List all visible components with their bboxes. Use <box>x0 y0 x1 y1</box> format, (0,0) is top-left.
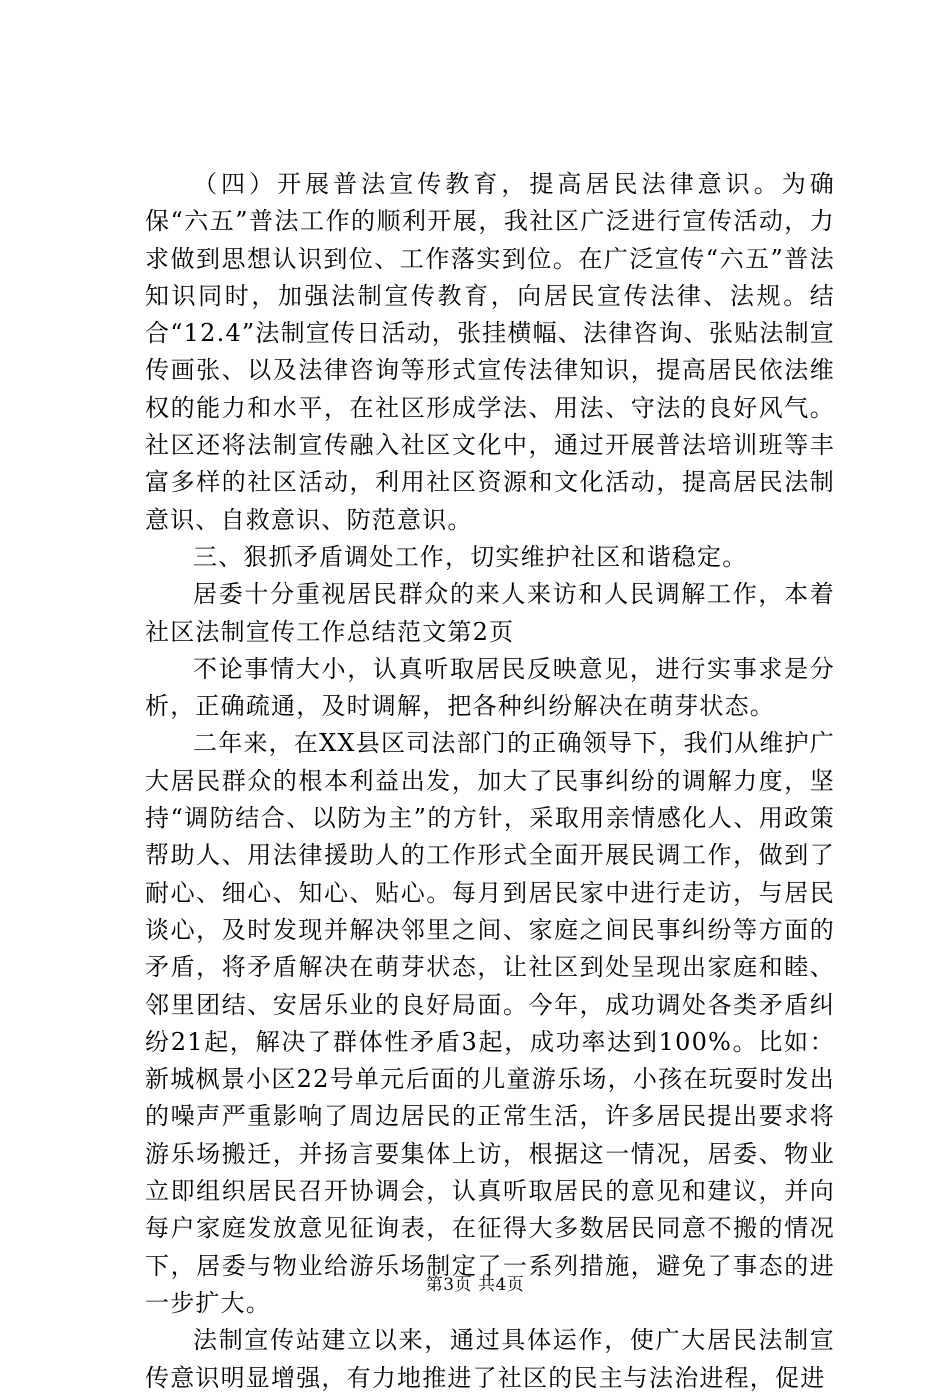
paragraph-listen-residents: 不论事情大小，认真听取居民反映意见，进行实事求是分析，正确疏通，及时调解，把各种纠纷解决在萌芽状态。 <box>145 654 835 721</box>
paragraph-station-results: 法制宣传站建立以来，通过具体运作，使广大居民法制宣传意识明显增强，有力地推进了社区的民主与法治进程，促进 <box>145 1326 835 1392</box>
paragraph-mediation-intro: 居委十分重视居民群众的来人来访和人民调解工作，本着社区法制宣传工作总结范文第2页 <box>145 580 835 646</box>
paragraph-section-heading: 三、狠抓矛盾调处工作，切实维护社区和谐稳定。 <box>193 542 748 571</box>
paragraph-legal-education: （四）开展普法宣传教育，提高居民法律意识。为确保“六五”普法工作的顺利开展，我社区广泛进行宣传活动，力求做到思想认识到位、工作落实到位。在广泛宣传“六五”普法知识同时，加强法制宣传教育，向居民宣传法律、法规。结合“12.4”法制宣传日活动，张挂横幅、法律咨询、张贴法制宣传画张、以及法律咨询等形式宣传法律知识，提高居民依法维权的能力和水平，在社区形成学法、用法、守法的良好风气。社区还将法制宣传融入社区文化中，通过开展普法培训班等丰富多样的社区活动，利用社区资源和文化活动，提高居民法制意识、自救意识、防范意识。 <box>145 170 835 534</box>
document-body <box>145 166 835 1397</box>
paragraph-two-years: 二年来，在XX县区司法部门的正确领导下，我们从维护广大居民群众的根本利益出发，加大了民事纠纷的调解力度，坚持“调防结合、以防为主”的方针，采取用亲情感化人、用政策帮助人、用法律援助人的工作形式全面开展民调工作，做到了耐心、细心、知心、贴心。每月到居民家中进行走访，与居民谈心，及时发现并解决邻里之间、家庭之间民事纠纷等方面的矛盾，将矛盾解决在萌芽状态，让社区到处呈现出家庭和睦、邻里团结、安居乐业的良好局面。今年，成功调处各类矛盾纠纷21起，解决了群体性矛盾3起，成功率达到100%。比如：新城枫景小区22号单元后面的儿童游乐场，小孩在玩耍时发出的噪声严重影响了周边居民的正常生活，许多居民提出要求将游乐场搬迁，并扬言要集体上访，根据这一情况，居委、物业立即组织居民召开协调会，认真听取居民的意见和建议，并向每户家庭发放意见征询表，在征得大多数居民同意不搬的情况下，居委与物业给游乐场制定了一系列措施，避免了事态的进一步扩大。 <box>145 729 835 1317</box>
page-footer: 第3页 共4页 <box>425 1275 525 1295</box>
